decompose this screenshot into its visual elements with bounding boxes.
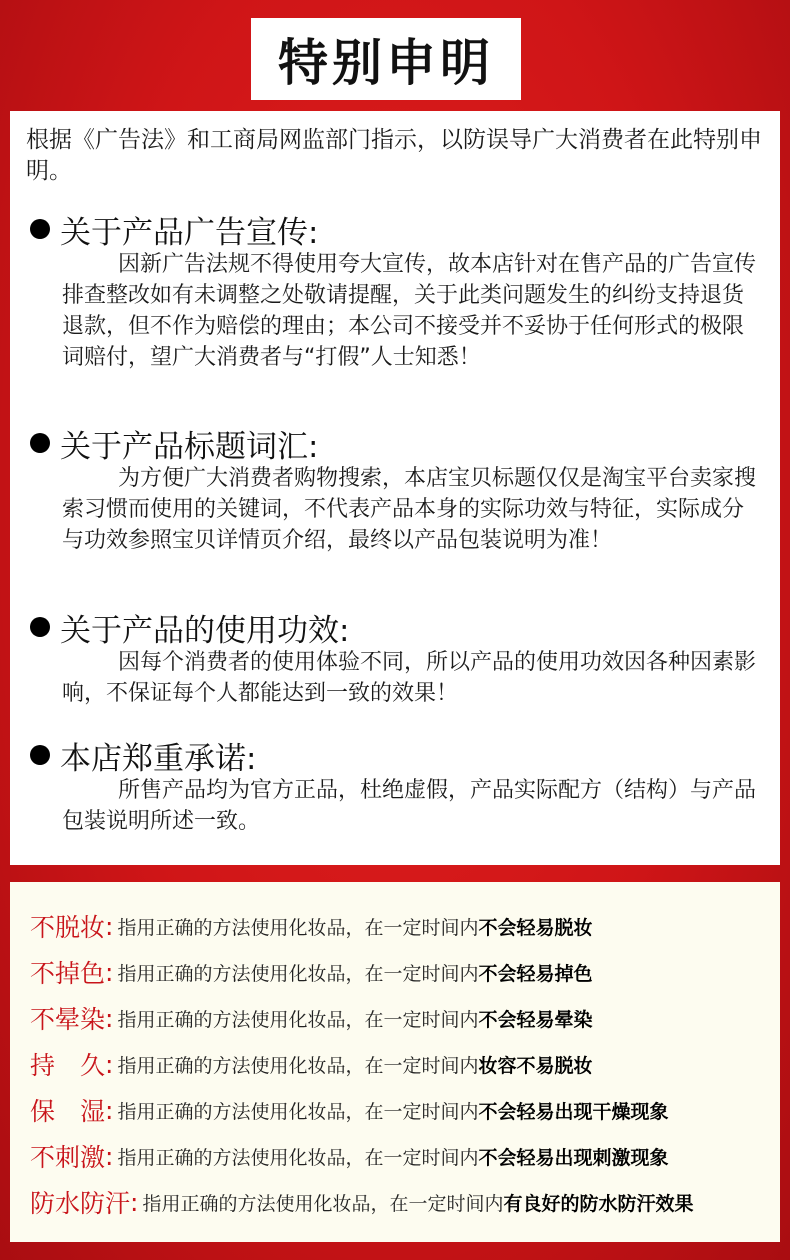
- definition-desc: 指用正确的方法使用化妆品，在一定时间内: [117, 1008, 479, 1031]
- intro-text: 根据《广告法》和工商局网监部门指示，以防误导广大消费者在此特别申明。: [26, 127, 762, 184]
- section-body-text: 为方便广大消费者购物搜索，本店宝贝标题仅仅是淘宝平台卖家搜索习惯而使用的关键词，不代表产品本身的实际功效与特征，实际成分与功效参照宝贝详情页介绍，最终以产品包装说明为准！: [62, 466, 757, 553]
- definition-term: 不脱妆: [30, 913, 106, 942]
- definition-desc: 指用正确的方法使用化妆品，在一定时间内: [117, 962, 479, 985]
- definition-desc: 指用正确的方法使用化妆品，在一定时间内: [117, 916, 479, 939]
- definition-emphasis: 不会轻易晕染: [478, 1008, 593, 1031]
- definition-term: 不刺激: [30, 1143, 106, 1172]
- definition-row: 不脱妆 : 指用正确的方法使用化妆品，在一定时间内 不会轻易脱妆: [30, 906, 592, 946]
- section-body: [30, 647, 762, 709]
- definition-emphasis: 妆容不易脱妆: [478, 1054, 593, 1077]
- definition-emphasis: 不会轻易出现干燥现象: [478, 1100, 669, 1123]
- page-title: 特别申明: [278, 34, 494, 92]
- section-heading-text: 本店郑重承诺:: [60, 740, 257, 777]
- definitions-box: [10, 882, 780, 1242]
- section-body-text: 所售产品均为官方正品，杜绝虚假，产品实际配方（结构）与产品包装说明所述一致。: [62, 778, 757, 834]
- definition-term: 保 湿: [30, 1097, 106, 1126]
- definition-term: 不掉色: [30, 959, 106, 988]
- section-body: [30, 463, 762, 556]
- section-body: [30, 249, 762, 373]
- section-promise: [30, 735, 770, 837]
- section-heading: [30, 607, 770, 647]
- bullet-dot-icon: [30, 433, 50, 453]
- definition-row: 防水防汗 : 指用正确的方法使用化妆品，在一定时间内 有良好的防水防汗效果: [30, 1182, 693, 1222]
- definition-row: 不晕染 : 指用正确的方法使用化妆品，在一定时间内 不会轻易晕染: [30, 998, 592, 1038]
- bullet-dot-icon: [30, 617, 50, 637]
- definition-emphasis: 不会轻易出现刺激现象: [478, 1146, 669, 1169]
- definition-emphasis: 有良好的防水防汗效果: [503, 1192, 694, 1215]
- section-heading: [30, 735, 770, 775]
- section-efficacy: [30, 607, 770, 709]
- statement-card: [10, 111, 780, 865]
- definition-term: 防水防汗: [30, 1189, 131, 1218]
- section-heading-text: 关于产品广告宣传:: [60, 214, 319, 251]
- definition-emphasis: 不会轻易脱妆: [478, 916, 593, 939]
- definition-row: 不掉色 : 指用正确的方法使用化妆品，在一定时间内 不会轻易掉色: [30, 952, 592, 992]
- bullet-dot-icon: [30, 219, 50, 239]
- definition-row: 不刺激 : 指用正确的方法使用化妆品，在一定时间内 不会轻易出现刺激现象: [30, 1136, 668, 1176]
- section-heading-text: 关于产品标题词汇:: [60, 428, 319, 465]
- definition-desc: 指用正确的方法使用化妆品，在一定时间内: [142, 1192, 504, 1215]
- section-ad-promotion: [30, 209, 770, 373]
- definition-desc: 指用正确的方法使用化妆品，在一定时间内: [117, 1146, 479, 1169]
- bullet-dot-icon: [30, 745, 50, 765]
- section-heading: [30, 209, 770, 249]
- definition-desc: 指用正确的方法使用化妆品，在一定时间内: [117, 1054, 479, 1077]
- section-heading: [30, 423, 770, 463]
- section-body-text: 因每个消费者的使用体验不同，所以产品的使用功效因各种因素影响，不保证每个人都能达到一致的效果！: [62, 650, 757, 706]
- section-title-terms: [30, 423, 770, 556]
- definition-term: 持 久: [30, 1051, 106, 1080]
- definition-term: 不晕染: [30, 1005, 106, 1034]
- section-body-text: 因新广告法规不得使用夸大宣传，故本店针对在售产品的广告宣传排查整改如有未调整之处敬请提醒，关于此类问题发生的纠纷支持退货退款，但不作为赔偿的理由；本公司不接受并不妥协于任何形式的极限词赔付，望广大消费者与“打假”人士知悉！: [62, 252, 757, 370]
- definition-desc: 指用正确的方法使用化妆品，在一定时间内: [117, 1100, 479, 1123]
- definition-row: 持 久 : 指用正确的方法使用化妆品，在一定时间内 妆容不易脱妆: [30, 1044, 592, 1084]
- definition-row: 保 湿 : 指用正确的方法使用化妆品，在一定时间内 不会轻易出现干燥现象: [30, 1090, 668, 1130]
- definition-emphasis: 不会轻易掉色: [478, 962, 593, 985]
- section-heading-text: 关于产品的使用功效:: [60, 612, 350, 649]
- title-banner: [251, 18, 521, 100]
- section-body: [30, 775, 762, 837]
